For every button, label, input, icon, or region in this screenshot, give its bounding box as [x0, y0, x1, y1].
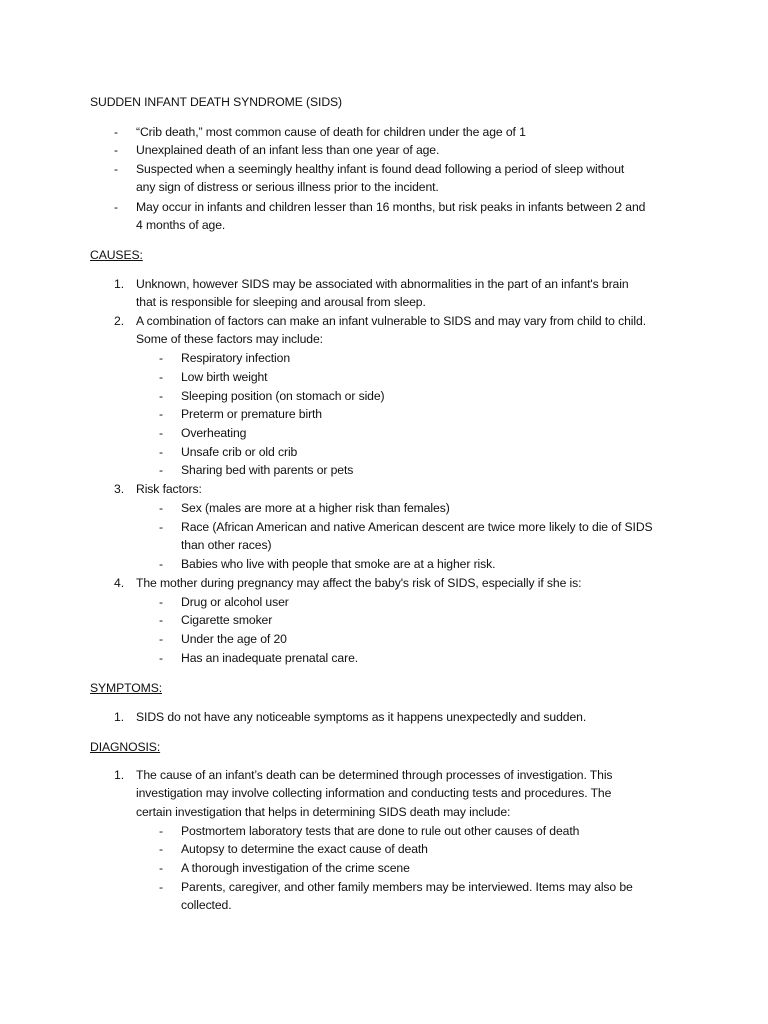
causes-item-2: Some of these factors may include: — [136, 332, 323, 346]
sub-item: Autopsy to determine the exact cause of death — [181, 842, 428, 856]
bullet-dash: - — [159, 445, 164, 459]
sub-item: Overheating — [181, 426, 247, 440]
bullet-dash: - — [159, 370, 164, 384]
diagnosis-heading: DIAGNOSIS: — [90, 740, 161, 754]
document-title: SUDDEN INFANT DEATH SYNDROME (SIDS) — [90, 95, 343, 109]
bullet-dash: - — [159, 426, 164, 440]
diagnosis-item-1: The cause of an infant’s death can be determined through processes of investigation. This — [136, 768, 613, 782]
bullet-dash: - — [159, 463, 164, 477]
bullet-dash: - — [159, 407, 164, 421]
bullet-dash: - — [159, 557, 164, 571]
sub-item: Sharing bed with parents or pets — [181, 463, 354, 477]
causes-item-2: A combination of factors can make an infant vulnerable to SIDS and may vary from child to child. — [136, 314, 646, 328]
bullet-dash: - — [159, 651, 164, 665]
list-number: 1. — [114, 768, 125, 782]
bullet-dash: - — [159, 842, 164, 856]
sub-item: Sleeping position (on stomach or side) — [181, 389, 385, 403]
list-number: 2. — [114, 314, 125, 328]
bullet-dash: - — [114, 162, 119, 176]
diagnosis-item-1: certain investigation that helps in determining SIDS death may include: — [136, 805, 511, 819]
bullet-dash: - — [159, 501, 164, 515]
bullet-dash: - — [114, 125, 119, 139]
sub-item: Has an inadequate prenatal care. — [181, 651, 359, 665]
list-number: 1. — [114, 277, 125, 291]
list-number: 4. — [114, 576, 125, 590]
sub-item: Babies who live with people that smoke are at a higher risk. — [181, 557, 496, 571]
bullet-dash: - — [159, 595, 164, 609]
diagnosis-item-1: investigation may involve collecting information and conducting tests and procedures. The — [136, 786, 612, 800]
intro-line: “Crib death,” most common cause of death for children under the age of 1 — [136, 125, 526, 139]
sub-item: Parents, caregiver, and other family members may be interviewed. Items may also be — [181, 880, 633, 894]
intro-line: May occur in infants and children lesser than 16 months, but risk peaks in infants between 2 and — [136, 200, 646, 214]
intro-line: Suspected when a seemingly healthy infant is found dead following a period of sleep without — [136, 162, 625, 176]
causes-item-1: Unknown, however SIDS may be associated with abnormalities in the part of an infant's brain — [136, 277, 629, 291]
sub-item: than other races) — [181, 538, 272, 552]
bullet-dash: - — [159, 520, 164, 534]
bullet-dash: - — [159, 351, 164, 365]
sub-item: Preterm or premature birth — [181, 407, 322, 421]
bullet-dash: - — [159, 632, 164, 646]
sub-item: Postmortem laboratory tests that are done to rule out other causes of death — [181, 824, 580, 838]
list-number: 3. — [114, 482, 125, 496]
sub-item: A thorough investigation of the crime scene — [181, 861, 410, 875]
causes-item-4: The mother during pregnancy may affect the baby's risk of SIDS, especially if she is: — [136, 576, 582, 590]
bullet-dash: - — [159, 880, 164, 894]
causes-item-1: that is responsible for sleeping and arousal from sleep. — [136, 295, 426, 309]
intro-line: any sign of distress or serious illness prior to the incident. — [136, 180, 439, 194]
sub-item: Drug or alcohol user — [181, 595, 289, 609]
symptoms-item-1: SIDS do not have any noticeable symptoms as it happens unexpectedly and sudden. — [136, 710, 587, 724]
bullet-dash: - — [114, 200, 119, 214]
sub-item: Unsafe crib or old crib — [181, 445, 298, 459]
bullet-dash: - — [114, 143, 119, 157]
bullet-dash: - — [159, 389, 164, 403]
sub-item: Respiratory infection — [181, 351, 290, 365]
bullet-dash: - — [159, 613, 164, 627]
causes-heading: CAUSES: — [90, 248, 143, 262]
sub-item: Race (African American and native American descent are twice more likely to die of SIDS — [181, 520, 653, 534]
bullet-dash: - — [159, 824, 164, 838]
sub-item: Sex (males are more at a higher risk than females) — [181, 501, 450, 515]
intro-line: 4 months of age. — [136, 218, 226, 232]
sub-item: Under the age of 20 — [181, 632, 287, 646]
symptoms-heading: SYMPTOMS: — [90, 681, 163, 695]
intro-line: Unexplained death of an infant less than one year of age. — [136, 143, 440, 157]
causes-item-3: Risk factors: — [136, 482, 202, 496]
sub-item: Low birth weight — [181, 370, 268, 384]
sub-item: Cigarette smoker — [181, 613, 273, 627]
sub-item: collected. — [181, 898, 232, 912]
bullet-dash: - — [159, 861, 164, 875]
list-number: 1. — [114, 710, 125, 724]
